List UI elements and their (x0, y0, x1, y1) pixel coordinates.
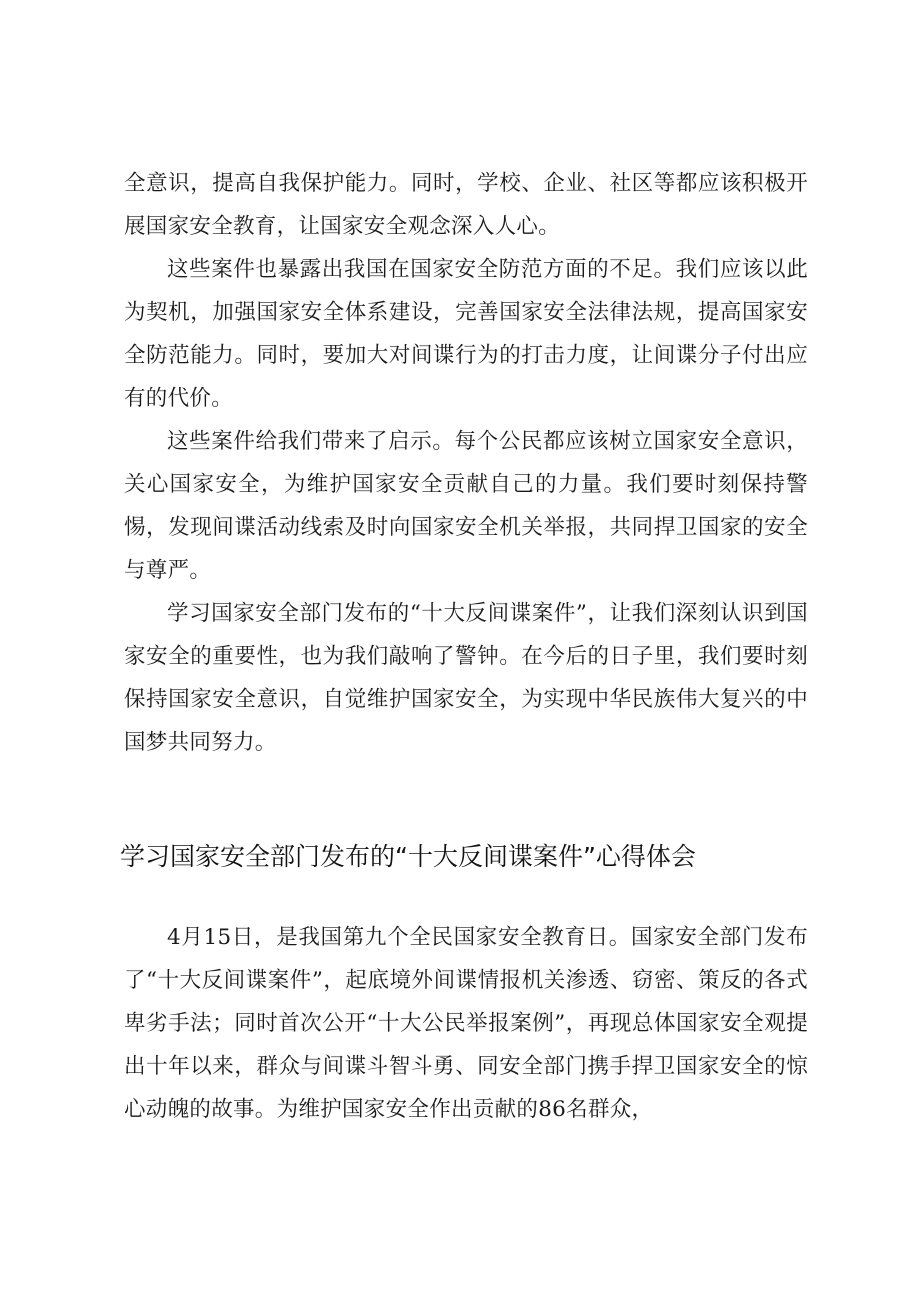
body-paragraph-continued: 全意识，提高自我保护能力。同时，学校、企业、社区等都应该积极开展国家安全教育，让国家安全观念深入人心。 (124, 171, 808, 239)
body-paragraph: 这些案件给我们带来了启示。每个公民都应该树立国家安全意识，关心国家安全，为维护国家安全贡献自己的力量。我们要时刻保持警惕，发现间谍活动线索及时向国家安全机关举报，共同捍卫国家的安全与尊严。 (124, 429, 808, 583)
intro-paragraph: 4月15日，是我国第九个全民国家安全教育日。国家安全部门发布了“十大反间谍案件”，起底境外间谍情报机关渗透、窃密、策反的各式卑劣手法；同时首次公开“十大公民举报案例”，再现总体国家安全观提出十年以来，群众与间谍斗智斗勇、同安全部门携手捍卫国家安全的惊心动魄的故事。为维护国家安全作出贡献的86名群众， (124, 925, 808, 1122)
body-paragraph: 学习国家安全部门发布的“十大反间谍案件”，让我们深刻认识到国家安全的重要性，也为我们敲响了警钟。在今后的日子里，我们要时刻保持国家安全意识，自觉维护国家安全，为实现中华民族伟大复兴的中国梦共同努力。 (124, 601, 808, 755)
body-paragraph: 这些案件也暴露出我国在国家安全防范方面的不足。我们应该以此为契机，加强国家安全体系建设，完善国家安全法律法规，提高国家安全防范能力。同时，要加大对间谍行为的打击力度，让间谍分子付出应有的代价。 (124, 257, 808, 411)
article-heading: 学习国家安全部门发布的“十大反间谍案件”心得体会 (120, 842, 696, 871)
